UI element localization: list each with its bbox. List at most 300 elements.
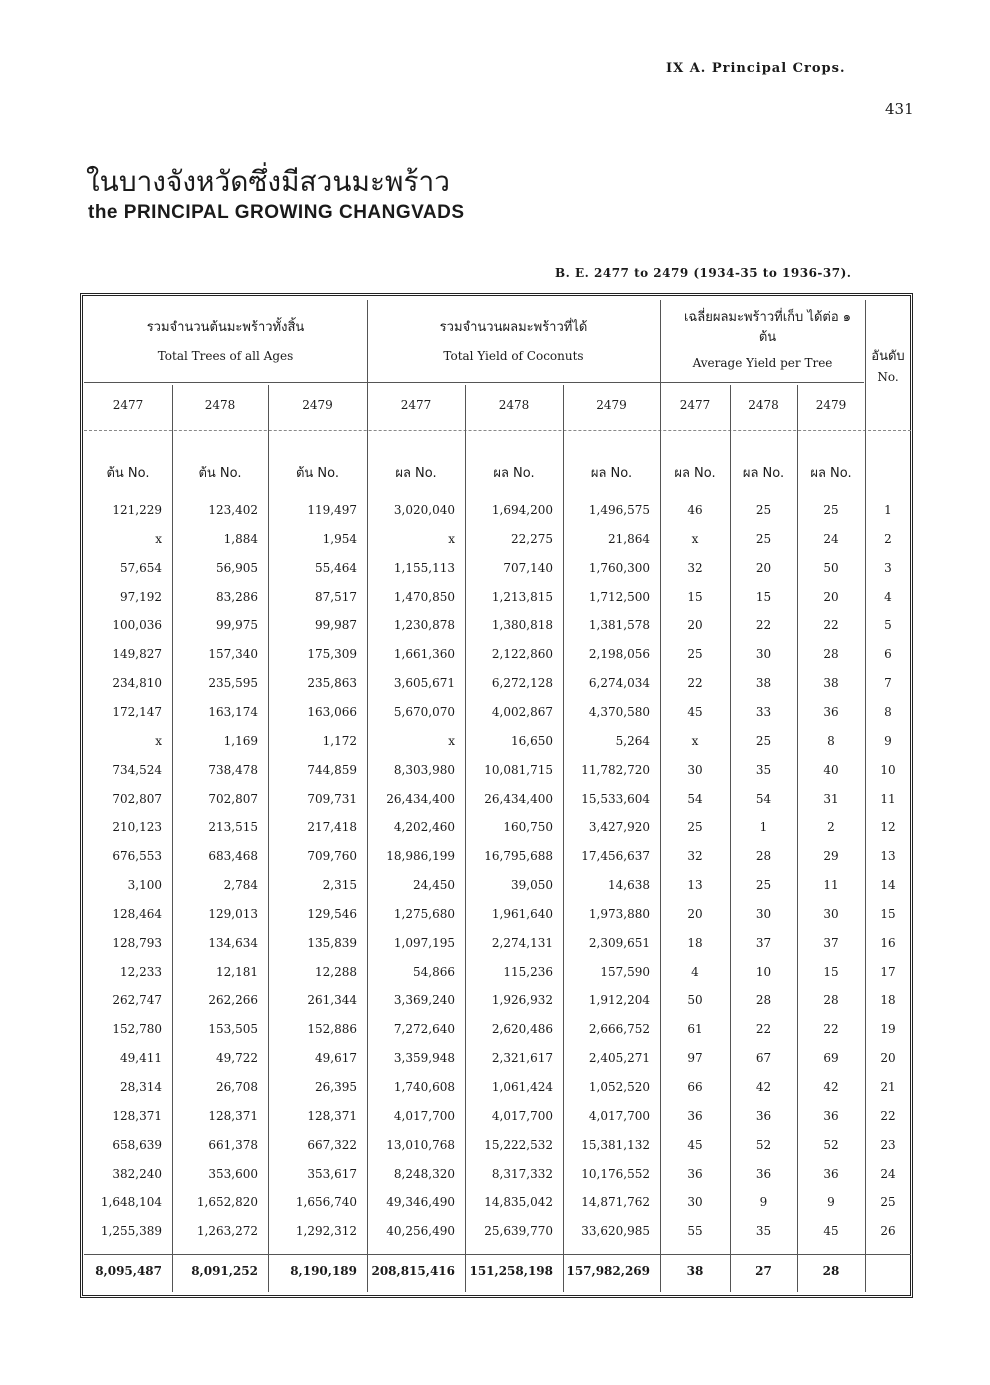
cell-yield-2479: 3,427,920 xyxy=(588,820,650,834)
period-label: B. E. 2477 to 2479 (1934-35 to 1936-37). xyxy=(555,266,852,280)
cell-rank: 19 xyxy=(880,1022,896,1036)
cell-avg-2479: 37 xyxy=(823,936,839,950)
cell-trees-2479: 667,322 xyxy=(307,1138,357,1152)
cell-rank: 4 xyxy=(884,590,892,604)
cell-avg-2477: 20 xyxy=(687,618,703,632)
cell-yield-2478: 2,274,131 xyxy=(491,936,553,950)
cell-yield-2477: 18,986,199 xyxy=(386,849,455,863)
cell-trees-2478: 12,181 xyxy=(216,965,258,979)
year-divider xyxy=(84,430,911,431)
cell-trees-2478: 683,468 xyxy=(208,849,258,863)
cell-avg-2477: 25 xyxy=(687,820,703,834)
cell-avg-2479: 25 xyxy=(823,503,839,517)
cell-avg-2478: 25 xyxy=(755,734,772,748)
cell-avg-2479: 8 xyxy=(827,734,835,748)
cell-avg-2477: 30 xyxy=(687,1195,703,1209)
cell-yield-2479: 17,456,637 xyxy=(581,849,650,863)
cell-trees-2477: x xyxy=(155,734,162,748)
cell-yield-2479: 2,666,752 xyxy=(588,1022,650,1036)
cell-rank: 3 xyxy=(884,561,892,575)
cell-trees-2479: 1,172 xyxy=(322,734,357,748)
cell-yield-2477: 1,470,850 xyxy=(393,590,455,604)
group-header-average-thai: เฉลี่ยผลมะพร้าวที่เก็บ ได้ต่อ ๑ ต้น xyxy=(683,310,852,345)
cell-avg-2477: 97 xyxy=(687,1051,703,1065)
cell-trees-2477: 172,147 xyxy=(112,705,162,719)
cell-avg-2478: 30 xyxy=(755,907,772,921)
cell-yield-2479: 15,533,604 xyxy=(581,792,650,806)
cell-avg-2477: x xyxy=(691,734,699,748)
cell-yield-2478: 22,275 xyxy=(511,532,553,546)
cell-trees-2477: 121,229 xyxy=(112,503,162,517)
cell-trees-2477: 57,654 xyxy=(120,561,162,575)
unit-header-trees-2479: ต้น No. xyxy=(295,466,340,481)
cell-trees-2477: 128,464 xyxy=(112,907,162,921)
cell-avg-2478: 35 xyxy=(755,1224,772,1238)
english-title: the PRINCIPAL GROWING CHANGVADS xyxy=(88,202,465,223)
cell-avg-2477: 45 xyxy=(687,705,703,719)
column-separator xyxy=(797,385,798,1292)
cell-trees-2478: 56,905 xyxy=(216,561,258,575)
cell-yield-2477: 1,740,608 xyxy=(393,1080,455,1094)
totals-divider xyxy=(84,1254,911,1255)
cell-trees-2479: 744,859 xyxy=(307,763,357,777)
cell-avg-2477: 18 xyxy=(687,936,703,950)
cell-trees-2478: 123,402 xyxy=(208,503,258,517)
cell-yield-2478: 16,795,688 xyxy=(484,849,553,863)
cell-trees-2478: 128,371 xyxy=(208,1109,258,1123)
cell-yield-2479: 10,176,552 xyxy=(581,1167,650,1181)
cell-trees-2478: 1,884 xyxy=(223,532,258,546)
cell-yield-2478: 6,272,128 xyxy=(491,676,553,690)
column-separator xyxy=(172,385,173,1292)
cell-avg-2478: 1 xyxy=(759,820,768,834)
unit-header-yield-2479: ผล No. xyxy=(590,466,633,481)
unit-header-avg-2477: ผล No. xyxy=(674,466,716,481)
cell-avg-2478: 25 xyxy=(755,878,772,892)
cell-avg-2478: 35 xyxy=(755,763,772,777)
cell-trees-2479: 235,863 xyxy=(307,676,357,690)
unit-header-trees-2477: ต้น No. xyxy=(106,466,150,481)
total-avg-2477: 38 xyxy=(686,1264,704,1278)
cell-yield-2477: 54,866 xyxy=(413,965,455,979)
cell-avg-2479: 52 xyxy=(823,1138,839,1152)
cell-trees-2479: 709,760 xyxy=(307,849,357,863)
cell-yield-2478: 1,213,815 xyxy=(491,590,553,604)
cell-trees-2477: 149,827 xyxy=(112,647,162,661)
group-header-average-english: Average Yield per Tree xyxy=(692,356,833,370)
cell-yield-2479: 1,052,520 xyxy=(588,1080,650,1094)
cell-yield-2479: 2,309,651 xyxy=(588,936,650,950)
cell-trees-2478: 1,169 xyxy=(223,734,258,748)
cell-avg-2478: 28 xyxy=(755,993,772,1007)
cell-yield-2478: 4,002,867 xyxy=(491,705,553,719)
unit-header-yield-2477: ผล No. xyxy=(395,466,437,481)
total-trees-2478: 8,091,252 xyxy=(191,1264,258,1278)
cell-rank: 14 xyxy=(880,878,896,892)
year-header-yield-2478: 2478 xyxy=(498,398,530,412)
cell-trees-2479: 261,344 xyxy=(307,993,357,1007)
cell-trees-2478: 163,174 xyxy=(208,705,258,719)
cell-yield-2479: 1,712,500 xyxy=(588,590,650,604)
cell-rank: 16 xyxy=(880,936,896,950)
cell-yield-2479: 2,198,056 xyxy=(588,647,650,661)
cell-trees-2478: 157,340 xyxy=(208,647,258,661)
cell-avg-2477: 50 xyxy=(687,993,703,1007)
cell-avg-2479: 36 xyxy=(823,1109,839,1123)
cell-trees-2478: 1,263,272 xyxy=(196,1224,258,1238)
cell-trees-2479: 55,464 xyxy=(315,561,357,575)
cell-avg-2477: 30 xyxy=(687,763,703,777)
cell-trees-2478: 213,515 xyxy=(208,820,258,834)
cell-yield-2479: 11,782,720 xyxy=(581,763,650,777)
cell-avg-2477: 32 xyxy=(687,561,703,575)
cell-avg-2478: 54 xyxy=(755,792,772,806)
cell-trees-2478: 262,266 xyxy=(208,993,258,1007)
cell-trees-2479: 119,497 xyxy=(307,503,357,517)
year-header-yield-2479: 2479 xyxy=(596,398,627,412)
cell-trees-2477: 100,036 xyxy=(112,618,162,632)
cell-yield-2478: 25,639,770 xyxy=(484,1224,553,1238)
header-divider xyxy=(84,382,864,383)
total-trees-2477: 8,095,487 xyxy=(95,1264,162,1278)
cell-avg-2479: 22 xyxy=(823,1022,839,1036)
cell-trees-2478: 353,600 xyxy=(208,1167,258,1181)
cell-yield-2479: 1,973,880 xyxy=(588,907,650,921)
cell-trees-2477: 382,240 xyxy=(112,1167,162,1181)
cell-rank: 15 xyxy=(880,907,896,921)
cell-avg-2479: 2 xyxy=(827,820,835,834)
cell-avg-2478: 9 xyxy=(759,1195,768,1209)
cell-avg-2477: 22 xyxy=(687,676,703,690)
cell-yield-2478: 2,321,617 xyxy=(491,1051,553,1065)
cell-yield-2477: 40,256,490 xyxy=(386,1224,455,1238)
rank-header-thai: อันดับ xyxy=(871,349,905,364)
cell-yield-2477: x xyxy=(448,734,455,748)
cell-avg-2477: 36 xyxy=(687,1109,703,1123)
unit-header-avg-2479: ผล No. xyxy=(810,466,852,481)
unit-header-yield-2478: ผล No. xyxy=(493,466,535,481)
cell-yield-2477: x xyxy=(448,532,455,546)
cell-trees-2479: 87,517 xyxy=(315,590,357,604)
cell-yield-2477: 1,275,680 xyxy=(393,907,455,921)
cell-yield-2478: 1,380,818 xyxy=(491,618,553,632)
cell-trees-2479: 12,288 xyxy=(315,965,357,979)
total-avg-2479: 28 xyxy=(822,1264,840,1278)
cell-yield-2479: 4,370,580 xyxy=(588,705,650,719)
year-header-trees-2479: 2479 xyxy=(302,398,333,412)
cell-yield-2478: 115,236 xyxy=(503,965,553,979)
cell-trees-2479: 709,731 xyxy=(307,792,357,806)
cell-avg-2479: 69 xyxy=(823,1051,839,1065)
cell-trees-2479: 1,656,740 xyxy=(295,1195,357,1209)
total-trees-2479: 8,190,189 xyxy=(290,1264,357,1278)
cell-avg-2479: 36 xyxy=(823,1167,839,1181)
cell-trees-2479: 49,617 xyxy=(315,1051,357,1065)
cell-avg-2477: 32 xyxy=(687,849,703,863)
cell-rank: 7 xyxy=(884,676,892,690)
page-number: 431 xyxy=(885,100,914,118)
cell-avg-2479: 36 xyxy=(823,705,839,719)
cell-trees-2479: 99,987 xyxy=(315,618,357,632)
cell-trees-2478: 26,708 xyxy=(216,1080,258,1094)
cell-avg-2477: 36 xyxy=(687,1167,703,1181)
cell-trees-2477: 1,648,104 xyxy=(100,1195,162,1209)
cell-rank: 8 xyxy=(884,705,892,719)
cell-avg-2479: 38 xyxy=(823,676,839,690)
cell-avg-2477: x xyxy=(691,532,699,546)
cell-trees-2479: 152,886 xyxy=(307,1022,357,1036)
year-header-yield-2477: 2477 xyxy=(400,398,432,412)
cell-avg-2479: 30 xyxy=(823,907,839,921)
cell-avg-2478: 22 xyxy=(755,1022,772,1036)
cell-yield-2479: 33,620,985 xyxy=(581,1224,650,1238)
unit-header-avg-2478: ผล No. xyxy=(742,466,785,481)
cell-avg-2478: 52 xyxy=(755,1138,772,1152)
cell-rank: 25 xyxy=(880,1195,896,1209)
group-header-trees-english: Total Trees of all Ages xyxy=(157,349,294,363)
cell-yield-2477: 49,346,490 xyxy=(386,1195,455,1209)
cell-trees-2479: 2,315 xyxy=(322,878,357,892)
cell-trees-2478: 2,784 xyxy=(223,878,258,892)
cell-rank: 5 xyxy=(884,618,892,632)
cell-trees-2479: 217,418 xyxy=(307,820,357,834)
group-header-trees-thai: รวมจำนวนต้นมะพร้าวทั้งสิ้น xyxy=(146,320,305,335)
cell-yield-2477: 8,248,320 xyxy=(393,1167,455,1181)
cell-trees-2478: 153,505 xyxy=(208,1022,258,1036)
cell-rank: 22 xyxy=(880,1109,896,1123)
cell-yield-2478: 160,750 xyxy=(503,820,553,834)
cell-rank: 13 xyxy=(880,849,896,863)
cell-yield-2478: 4,017,700 xyxy=(491,1109,553,1123)
cell-trees-2477: 3,100 xyxy=(127,878,162,892)
cell-trees-2479: 163,066 xyxy=(307,705,357,719)
cell-yield-2479: 157,590 xyxy=(600,965,650,979)
cell-trees-2479: 129,546 xyxy=(307,907,357,921)
cell-avg-2479: 11 xyxy=(823,878,839,892)
cell-avg-2479: 40 xyxy=(823,763,839,777)
cell-avg-2479: 42 xyxy=(823,1080,839,1094)
cell-avg-2478: 25 xyxy=(755,503,772,517)
cell-rank: 21 xyxy=(880,1080,896,1094)
cell-avg-2479: 29 xyxy=(823,849,839,863)
cell-avg-2477: 15 xyxy=(687,590,703,604)
cell-trees-2479: 1,292,312 xyxy=(295,1224,357,1238)
cell-yield-2479: 5,264 xyxy=(615,734,650,748)
cell-yield-2478: 1,694,200 xyxy=(491,503,553,517)
unit-header-trees-2478: ต้น No. xyxy=(198,466,242,481)
total-yield-2478: 151,258,198 xyxy=(469,1264,553,1278)
cell-trees-2479: 1,954 xyxy=(322,532,357,546)
cell-trees-2477: 676,553 xyxy=(112,849,162,863)
cell-rank: 20 xyxy=(880,1051,896,1065)
cell-rank: 12 xyxy=(880,820,896,834)
cell-yield-2477: 3,369,240 xyxy=(393,993,455,1007)
cell-trees-2477: 658,639 xyxy=(112,1138,162,1152)
cell-yield-2479: 14,638 xyxy=(608,878,650,892)
cell-yield-2478: 14,835,042 xyxy=(484,1195,553,1209)
cell-rank: 17 xyxy=(880,965,896,979)
cell-yield-2478: 8,317,332 xyxy=(491,1167,553,1181)
cell-avg-2479: 24 xyxy=(823,532,839,546)
cell-trees-2477: 1,255,389 xyxy=(100,1224,162,1238)
cell-yield-2477: 1,097,195 xyxy=(393,936,455,950)
cell-avg-2478: 38 xyxy=(755,676,772,690)
cell-avg-2478: 36 xyxy=(755,1109,772,1123)
cell-avg-2478: 42 xyxy=(755,1080,772,1094)
cell-avg-2478: 33 xyxy=(755,705,772,719)
cell-yield-2478: 1,961,640 xyxy=(491,907,553,921)
cell-trees-2477: 702,807 xyxy=(112,792,162,806)
group-header-yield-english: Total Yield of Coconuts xyxy=(443,349,584,363)
year-header-trees-2477: 2477 xyxy=(112,398,144,412)
column-separator xyxy=(730,385,731,1292)
year-header-avg-2477: 2477 xyxy=(679,398,711,412)
cell-rank: 26 xyxy=(880,1224,896,1238)
cell-yield-2478: 1,061,424 xyxy=(491,1080,553,1094)
cell-rank: 2 xyxy=(884,532,892,546)
cell-yield-2479: 1,381,578 xyxy=(588,618,650,632)
cell-avg-2479: 15 xyxy=(823,965,839,979)
cell-trees-2477: 12,233 xyxy=(120,965,162,979)
cell-avg-2477: 54 xyxy=(687,792,703,806)
total-yield-2479: 157,982,269 xyxy=(566,1264,650,1278)
cell-trees-2478: 235,595 xyxy=(208,676,258,690)
cell-yield-2477: 4,202,460 xyxy=(393,820,455,834)
cell-yield-2479: 1,496,575 xyxy=(588,503,650,517)
cell-yield-2479: 4,017,700 xyxy=(588,1109,650,1123)
cell-yield-2477: 8,303,980 xyxy=(393,763,455,777)
cell-trees-2477: 28,314 xyxy=(120,1080,162,1094)
cell-trees-2479: 353,617 xyxy=(307,1167,357,1181)
column-separator xyxy=(465,385,466,1292)
cell-avg-2478: 30 xyxy=(755,647,772,661)
cell-yield-2477: 1,230,878 xyxy=(393,618,455,632)
cell-trees-2477: 210,123 xyxy=(112,820,162,834)
cell-avg-2477: 66 xyxy=(687,1080,703,1094)
cell-trees-2478: 49,722 xyxy=(216,1051,258,1065)
cell-yield-2478: 2,122,860 xyxy=(491,647,553,661)
cell-trees-2477: 128,371 xyxy=(112,1109,162,1123)
cell-avg-2478: 15 xyxy=(755,590,772,604)
cell-yield-2477: 3,020,040 xyxy=(393,503,455,517)
cell-yield-2477: 5,670,070 xyxy=(393,705,455,719)
cell-avg-2478: 37 xyxy=(755,936,772,950)
cell-trees-2477: 262,747 xyxy=(112,993,162,1007)
cell-yield-2477: 26,434,400 xyxy=(386,792,455,806)
cell-avg-2478: 22 xyxy=(755,618,772,632)
cell-yield-2479: 21,864 xyxy=(608,532,650,546)
cell-avg-2478: 28 xyxy=(755,849,772,863)
cell-avg-2478: 20 xyxy=(755,561,772,575)
cell-avg-2479: 20 xyxy=(823,590,839,604)
cell-yield-2479: 1,760,300 xyxy=(588,561,650,575)
cell-avg-2477: 45 xyxy=(687,1138,703,1152)
cell-trees-2477: x xyxy=(155,532,162,546)
cell-trees-2478: 738,478 xyxy=(208,763,258,777)
cell-yield-2477: 1,661,360 xyxy=(393,647,455,661)
cell-yield-2478: 2,620,486 xyxy=(491,1022,553,1036)
cell-yield-2479: 15,381,132 xyxy=(581,1138,650,1152)
thai-title: ในบางจังหวัดซึ่งมีสวนมะพร้าว xyxy=(86,165,450,198)
cell-trees-2479: 135,839 xyxy=(307,936,357,950)
cell-trees-2478: 99,975 xyxy=(216,618,258,632)
cell-avg-2477: 25 xyxy=(687,647,703,661)
cell-yield-2479: 2,405,271 xyxy=(588,1051,650,1065)
total-yield-2477: 208,815,416 xyxy=(371,1264,455,1278)
cell-yield-2477: 3,359,948 xyxy=(393,1051,455,1065)
cell-avg-2478: 25 xyxy=(755,532,772,546)
year-header-avg-2479: 2479 xyxy=(815,398,847,412)
cell-yield-2479: 14,871,762 xyxy=(581,1195,650,1209)
cell-avg-2478: 36 xyxy=(755,1167,772,1181)
cell-trees-2477: 734,524 xyxy=(112,763,162,777)
cell-yield-2477: 1,155,113 xyxy=(393,561,455,575)
cell-rank: 10 xyxy=(880,763,896,777)
cell-avg-2479: 50 xyxy=(823,561,839,575)
cell-avg-2477: 4 xyxy=(691,965,699,979)
cell-yield-2479: 6,274,034 xyxy=(588,676,650,690)
cell-trees-2478: 83,286 xyxy=(216,590,258,604)
cell-yield-2478: 16,650 xyxy=(511,734,553,748)
cell-yield-2477: 24,450 xyxy=(413,878,455,892)
cell-trees-2477: 128,793 xyxy=(112,936,162,950)
cell-avg-2479: 31 xyxy=(823,792,839,806)
cell-avg-2477: 55 xyxy=(687,1224,703,1238)
cell-yield-2477: 7,272,640 xyxy=(393,1022,455,1036)
cell-avg-2477: 46 xyxy=(687,503,703,517)
year-header-avg-2478: 2478 xyxy=(748,398,779,412)
cell-yield-2478: 10,081,715 xyxy=(484,763,553,777)
section-heading: IX A. Principal Crops. xyxy=(666,61,846,76)
column-separator xyxy=(268,385,269,1292)
cell-trees-2479: 128,371 xyxy=(307,1109,357,1123)
cell-yield-2478: 39,050 xyxy=(511,878,553,892)
cell-trees-2479: 26,395 xyxy=(315,1080,357,1094)
cell-avg-2479: 28 xyxy=(823,993,839,1007)
cell-rank: 24 xyxy=(880,1167,896,1181)
cell-avg-2477: 61 xyxy=(687,1022,703,1036)
cell-yield-2478: 1,926,932 xyxy=(491,993,553,1007)
cell-yield-2478: 26,434,400 xyxy=(484,792,553,806)
total-avg-2478: 27 xyxy=(755,1264,772,1278)
cell-yield-2478: 15,222,532 xyxy=(484,1138,553,1152)
cell-rank: 23 xyxy=(880,1138,896,1152)
cell-trees-2478: 661,378 xyxy=(208,1138,258,1152)
cell-yield-2479: 1,912,204 xyxy=(588,993,650,1007)
rank-header-english: No. xyxy=(877,370,899,384)
cell-trees-2478: 129,013 xyxy=(208,907,258,921)
cell-trees-2478: 134,634 xyxy=(208,936,258,950)
cell-trees-2477: 152,780 xyxy=(112,1022,162,1036)
cell-rank: 9 xyxy=(884,734,892,748)
cell-avg-2479: 45 xyxy=(823,1224,839,1238)
cell-rank: 1 xyxy=(884,503,892,517)
year-header-trees-2478: 2478 xyxy=(204,398,236,412)
cell-yield-2477: 3,605,671 xyxy=(393,676,455,690)
cell-rank: 6 xyxy=(884,647,892,661)
cell-trees-2477: 49,411 xyxy=(120,1051,162,1065)
cell-rank: 11 xyxy=(880,792,896,806)
cell-yield-2477: 4,017,700 xyxy=(393,1109,455,1123)
cell-avg-2479: 28 xyxy=(823,647,839,661)
cell-yield-2478: 707,140 xyxy=(503,561,553,575)
column-separator xyxy=(563,385,564,1292)
cell-trees-2478: 1,652,820 xyxy=(196,1195,258,1209)
cell-trees-2479: 175,309 xyxy=(307,647,357,661)
cell-avg-2477: 20 xyxy=(687,907,703,921)
cell-trees-2478: 702,807 xyxy=(208,792,258,806)
cell-avg-2477: 13 xyxy=(687,878,703,892)
